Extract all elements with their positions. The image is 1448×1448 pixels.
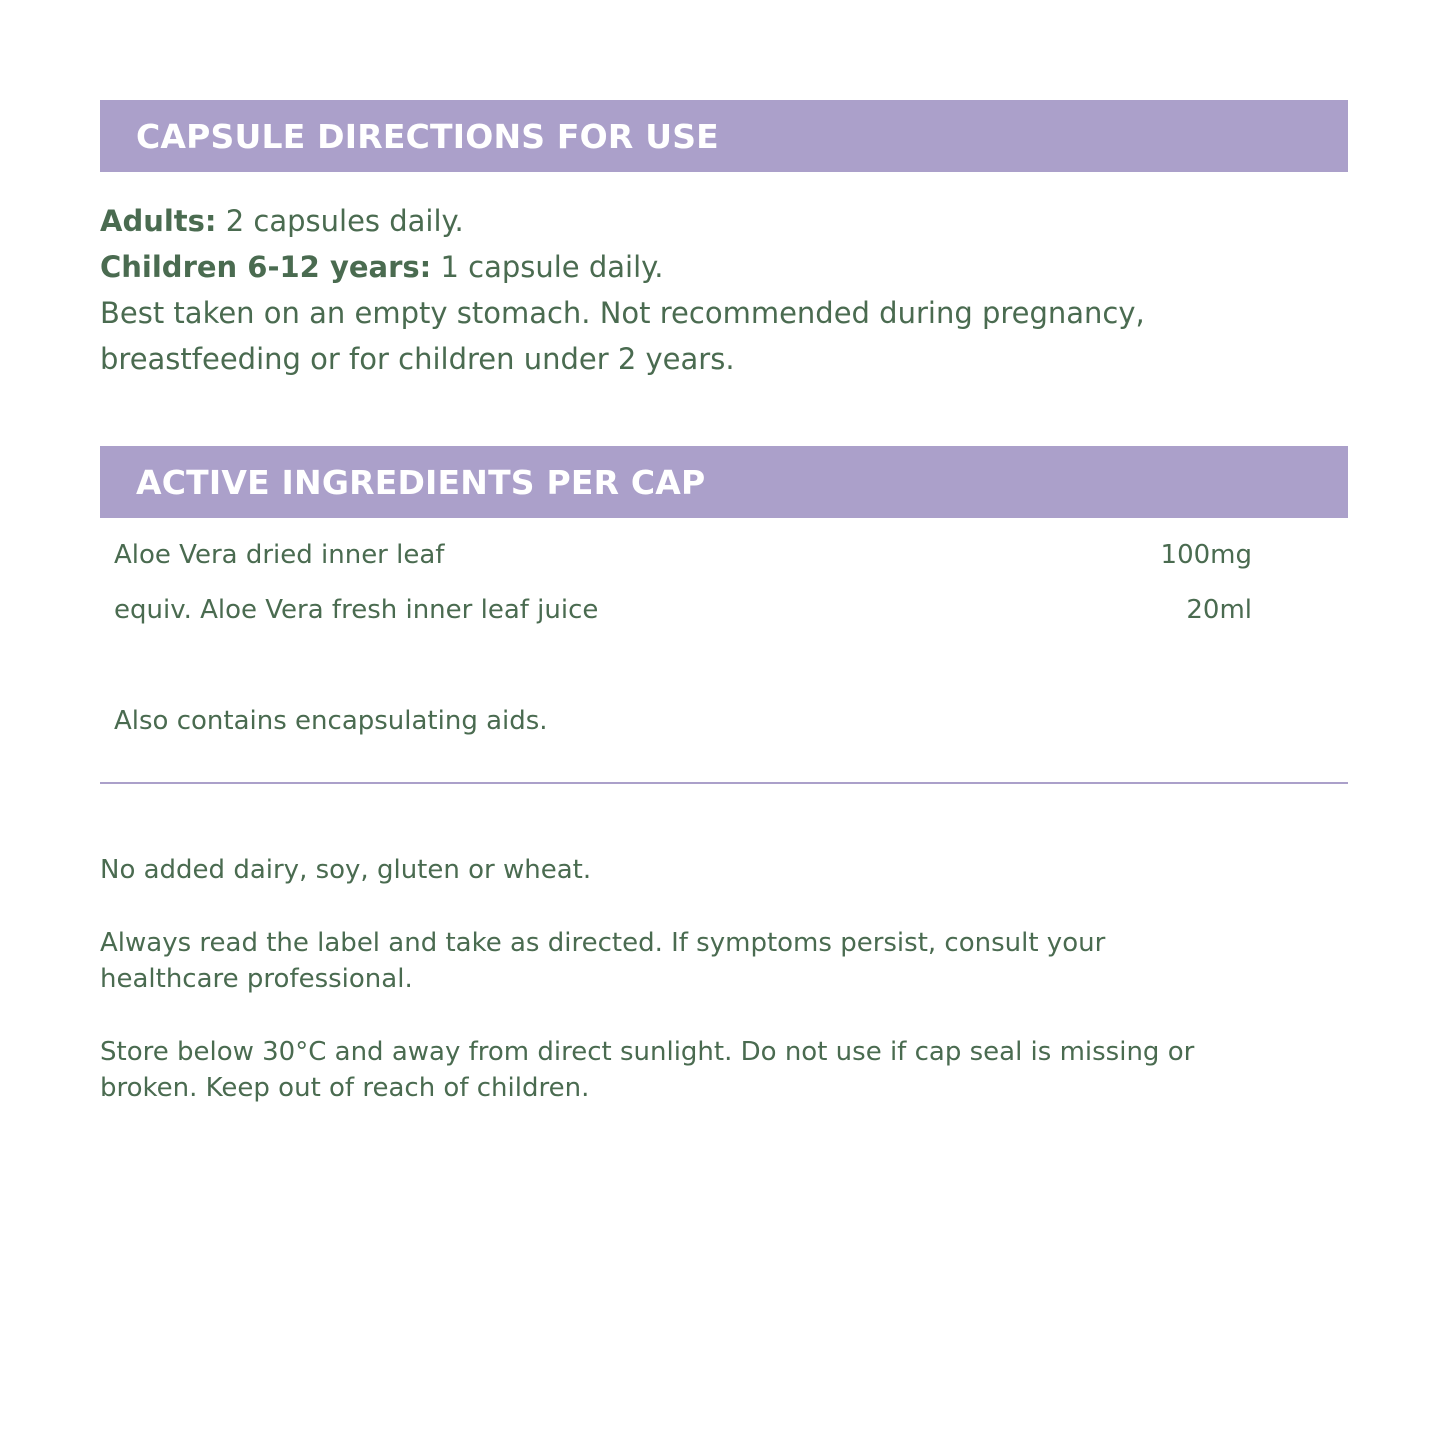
usage-warning: Always read the label and take as directed. If symptoms persist, consult your healthcare professional. <box>100 928 1106 994</box>
ingredients-header <box>100 446 1348 518</box>
adults-text: 2 capsules daily. <box>216 204 464 238</box>
ingredient-amount: 100mg <box>1160 540 1252 570</box>
directions-note-line-2: breastfeeding or for children under 2 years. <box>100 342 735 376</box>
section-divider <box>100 782 1348 784</box>
ingredient-amount: 20ml <box>1186 595 1252 625</box>
directions-note-line-1: Best taken on an empty stomach. Not recommended during pregnancy, <box>100 296 1145 330</box>
ingredient-row <box>114 595 1252 650</box>
children-text: 1 capsule daily. <box>431 250 664 284</box>
directions-body <box>100 198 1348 382</box>
label-notes <box>100 852 1348 1106</box>
children-label: Children 6-12 years: <box>100 250 432 284</box>
allergen-statement: No added dairy, soy, gluten or wheat. <box>100 855 592 885</box>
also-contains: Also contains encapsulating aids. <box>114 706 548 736</box>
ingredients-heading: ACTIVE INGREDIENTS PER CAP <box>136 462 706 502</box>
storage-instructions: Store below 30°C and away from direct sunlight. Do not use if cap seal is missing or broken. Keep out of reach of children. <box>100 1037 1195 1103</box>
directions-header <box>100 100 1348 172</box>
directions-heading: CAPSULE DIRECTIONS FOR USE <box>136 116 719 156</box>
adults-label: Adults: <box>100 204 217 238</box>
ingredient-name: equiv. Aloe Vera fresh inner leaf juice <box>114 595 599 625</box>
ingredients-table <box>100 540 1348 650</box>
children-dosage <box>100 244 1348 290</box>
ingredient-name: Aloe Vera dried inner leaf <box>114 540 445 570</box>
ingredient-row <box>114 540 1252 595</box>
product-label <box>100 100 1348 1143</box>
adults-dosage <box>100 198 1348 244</box>
